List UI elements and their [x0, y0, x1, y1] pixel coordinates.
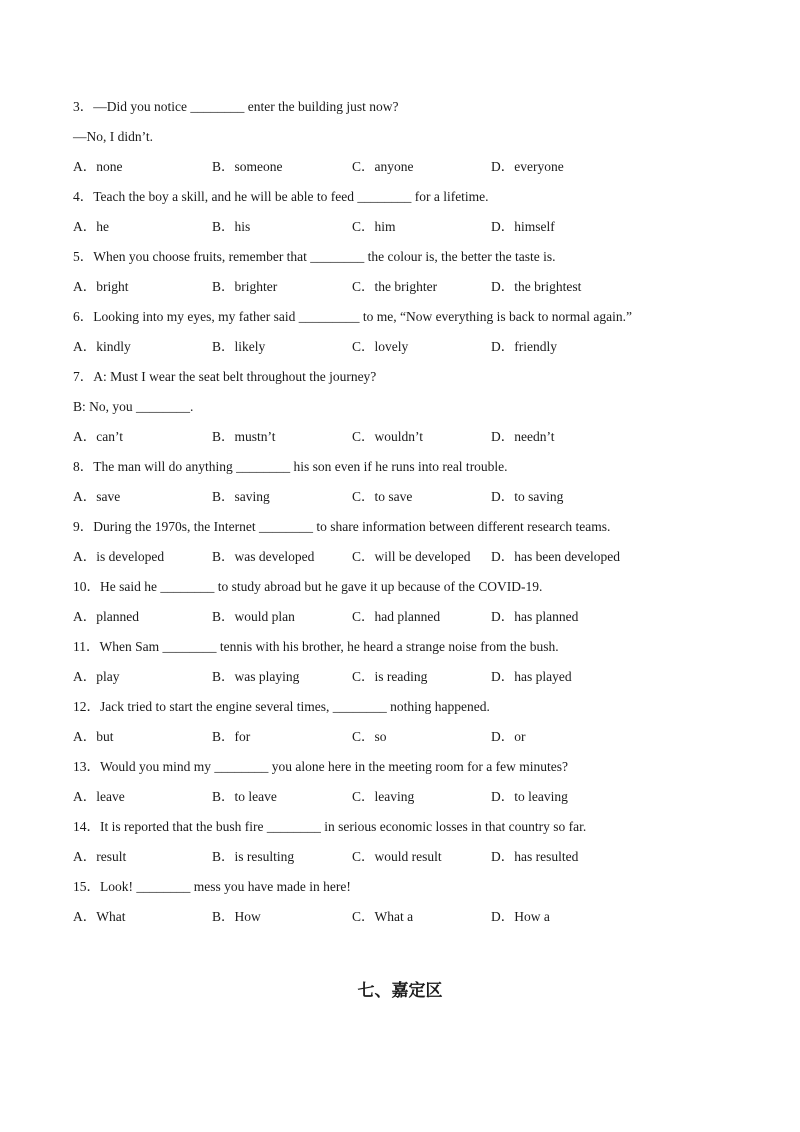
- question-10-options: [73, 608, 753, 626]
- option-a: A．but: [73, 729, 114, 744]
- option-d: D．to saving: [491, 489, 564, 504]
- option-c: C．had planned: [352, 609, 441, 624]
- option-d: D．has played: [491, 669, 572, 684]
- question-5-options: [73, 278, 753, 296]
- option-d: D．to leaving: [491, 789, 568, 804]
- question-13-text: 13．Would you mind my ________ you alone here in the meeting room for a few minutes?: [73, 759, 568, 774]
- option-b: B．is resulting: [212, 849, 295, 864]
- option-d: D．has planned: [491, 609, 579, 624]
- option-c: C．leaving: [352, 789, 415, 804]
- question-14-options: [73, 848, 753, 866]
- option-d: D．needn’t: [491, 429, 555, 444]
- option-a: A．result: [73, 849, 127, 864]
- option-d: D．or: [491, 729, 526, 744]
- question-10-text: 10．He said he ________ to study abroad but he gave it up because of the COVID-19.: [73, 579, 543, 594]
- option-a: A．save: [73, 489, 121, 504]
- question-6-text: 6．Looking into my eyes, my father said _________ to me, “Now everything is back to normal again.”: [73, 309, 633, 324]
- question-9-options: [73, 548, 753, 566]
- question-11-text: 11．When Sam ________ tennis with his brother, he heard a strange noise from the bush.: [73, 639, 559, 654]
- option-b: B．How: [212, 909, 261, 924]
- option-d: D．friendly: [491, 339, 557, 354]
- option-b: B．would plan: [212, 609, 295, 624]
- option-d: D．himself: [491, 219, 555, 234]
- option-b: B．mustn’t: [212, 429, 276, 444]
- option-a: A．none: [73, 159, 123, 174]
- option-a: A．leave: [73, 789, 125, 804]
- option-b: B．to leave: [212, 789, 277, 804]
- option-c: C．What a: [352, 909, 414, 924]
- question-6-options: [73, 338, 753, 356]
- question-4-options: [73, 218, 753, 236]
- option-a: A．play: [73, 669, 120, 684]
- option-a: A．kindly: [73, 339, 131, 354]
- question-11-options: [73, 668, 753, 686]
- option-b: B．saving: [212, 489, 270, 504]
- question-3-line-1: 3．—Did you notice ________ enter the building just now?: [73, 99, 399, 114]
- question-8-text: 8．The man will do anything ________ his son even if he runs into real trouble.: [73, 459, 508, 474]
- option-a: A．can’t: [73, 429, 123, 444]
- question-4-text: 4．Teach the boy a skill, and he will be able to feed ________ for a lifetime.: [73, 189, 489, 204]
- option-b: B．his: [212, 219, 251, 234]
- option-b: B．someone: [212, 159, 283, 174]
- option-a: A．planned: [73, 609, 139, 624]
- question-3-options: [73, 158, 753, 176]
- option-a: A．What: [73, 909, 126, 924]
- option-c: C．to save: [352, 489, 413, 504]
- question-12-text: 12．Jack tried to start the engine several times, ________ nothing happened.: [73, 699, 490, 714]
- question-12-options: [73, 728, 753, 746]
- question-14-text: 14．It is reported that the bush fire ________ in serious economic losses in that country so far.: [73, 819, 587, 834]
- option-d: D．the brightest: [491, 279, 582, 294]
- question-13-options: [73, 788, 753, 806]
- option-b: B．likely: [212, 339, 266, 354]
- option-c: C．so: [352, 729, 387, 744]
- option-c: C．the brighter: [352, 279, 438, 294]
- option-d: D．How a: [491, 909, 550, 924]
- question-7-line-1: 7．A: Must I wear the seat belt throughout the journey?: [73, 369, 377, 384]
- question-9-text: 9．During the 1970s, the Internet ________ to share information between different research teams.: [73, 519, 611, 534]
- section-title: 七、嘉定区: [357, 981, 443, 1001]
- option-a: A．he: [73, 219, 109, 234]
- question-7-line-2: B: No, you ________.: [73, 399, 194, 414]
- option-b: B．was developed: [212, 549, 315, 564]
- option-d: D．has been developed: [491, 549, 620, 564]
- question-8-options: [73, 488, 753, 506]
- option-c: C．wouldn’t: [352, 429, 424, 444]
- option-b: B．brighter: [212, 279, 278, 294]
- question-3-line-2: —No, I didn’t.: [73, 129, 153, 144]
- option-b: B．was playing: [212, 669, 300, 684]
- option-d: D．everyone: [491, 159, 564, 174]
- option-c: C．will be developed: [352, 549, 471, 564]
- option-c: C．lovely: [352, 339, 409, 354]
- option-c: C．him: [352, 219, 396, 234]
- option-b: B．for: [212, 729, 251, 744]
- option-a: A．bright: [73, 279, 129, 294]
- question-7-options: [73, 428, 753, 446]
- question-15-options: [73, 908, 753, 926]
- question-5-text: 5．When you choose fruits, remember that ________ the colour is, the better the taste is.: [73, 249, 556, 264]
- option-c: C．is reading: [352, 669, 428, 684]
- option-c: C．would result: [352, 849, 442, 864]
- option-a: A．is developed: [73, 549, 165, 564]
- option-d: D．has resulted: [491, 849, 579, 864]
- option-c: C．anyone: [352, 159, 414, 174]
- question-15-text: 15．Look! ________ mess you have made in here!: [73, 879, 351, 894]
